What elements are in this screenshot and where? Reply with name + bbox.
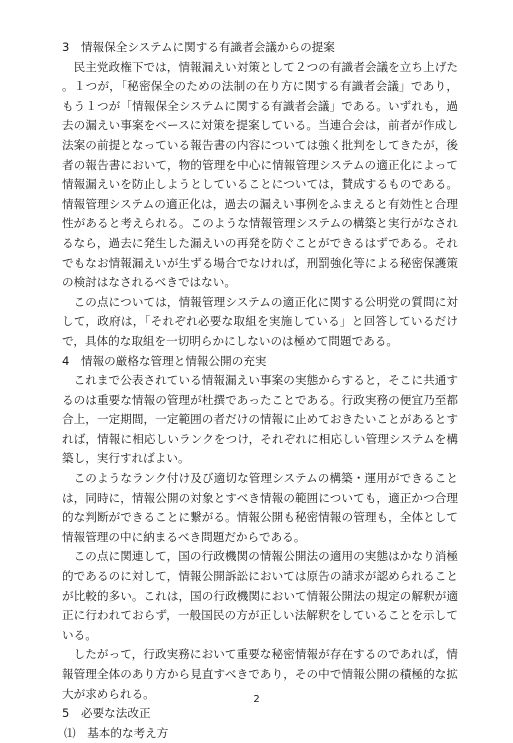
section-heading: 4 情報の厳格な管理と情報公開の充実	[62, 353, 267, 368]
section-heading: 3 情報保全システムに関する有識者会議からの提案	[62, 40, 335, 54]
page-number: 2	[253, 694, 260, 705]
paragraph: この点については，情報管理システムの適正化に関する公明党の質問に対して，政府は，「それぞれ必要な取組を実施している」と回答しているだけで，具体的な取組を一切明らかにしないのは極めて問題である。	[62, 294, 458, 348]
paragraph: このようなランク付け及び適切な管理システムの構築・運用ができることは，同時に，情報公開の対象とすべき情報の範囲についても，適正かつ合理的な判断ができることに繋がる。情報公開も秘密情報の管理も，全体として情報管理の中に納まるべき問題だからである。	[62, 471, 458, 544]
document-body	[62, 38, 458, 743]
section-heading: 5 必要な法改正	[62, 706, 151, 721]
paragraph: 民主党政権下では，情報漏えい対策として２つの有識者会議を立ち上げた。１つが，「秘密保全のための法制の在り方に関する有識者会議」であり，もう１つが「情報保全システムに関する有識者会議」である。いずれも，過去の漏えい事案をベースに対策を提案している。当連合会は，前者が作成し法案の前提となっている報告書の内容については強く批判をしてきたが，後者の報告書において，物的管理を中心に情報管理システムの適正化によって情報漏えいを防止しようとしていることについては，賛成するものである。情報管理システムの適正化は，過去の漏えい事例をふまえると有効性と合理性があると考えられる。このような情報管理システムの構築と実行がなされるなら，過去に発生した漏えいの再発を防ぐことができるはずである。それでもなお情報漏えいが生ずる場合でなければ，刑罰強化等による秘密保護策の検討はなされるべきではない。	[62, 59, 458, 290]
subsection-heading: ⑴ 基本的な考え方	[64, 725, 169, 740]
paragraph: これまで公表されている情報漏えい事案の実態からすると，そこに共通するのは重要な情報の管理が杜撰であったことである。行政実務の便宜乃至都合上，一定期間，一定範囲の者だけの情報に止めておきたいことがあるとすれば，情報に相応しいランクをつけ，それぞれに相応しい管理システムを構築し，実行すればよい。	[62, 373, 458, 466]
paragraph: したがって，行政実務において重要な秘密情報が存在するのであれば，情報管理全体のあり方から見直すべきであり，その中で情報公開の積極的な拡大が求められる。	[62, 647, 458, 701]
paragraph: この点に関連して，国の行政機関の情報公開法の適用の実態はかなり消極的であるのに対して，情報公開訴訟においては原告の請求が認められることが比較的多い。これは，国の行政機関において情報公開法の規定の解釈が適正に行われておらず，一般国民の方が正しい法解釈をしていることを示している。	[62, 549, 458, 642]
